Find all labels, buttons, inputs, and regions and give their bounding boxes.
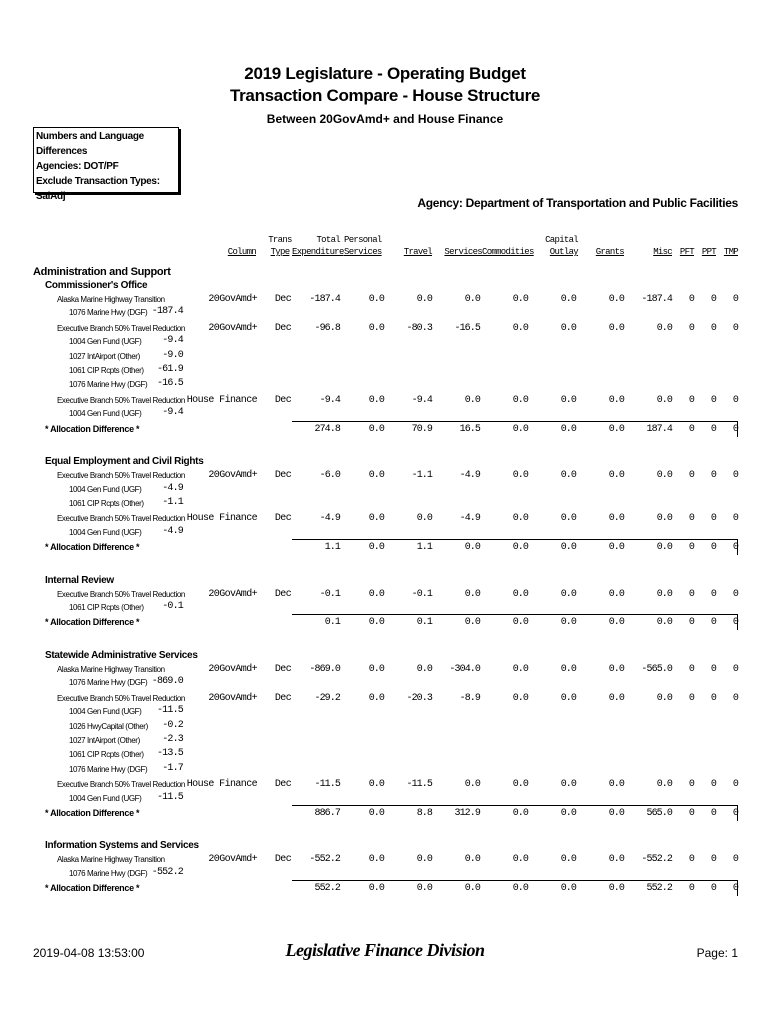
fund-source: 1076 Marine Hwy (DGF)	[69, 380, 148, 390]
value-cell: 0	[732, 513, 738, 525]
col-header-pft: PFT	[679, 247, 694, 257]
value-cell: 0.0	[656, 779, 672, 791]
col-header-ppt: PPT	[701, 247, 716, 257]
value-cell: 0.0	[368, 779, 384, 791]
col-header-misc: Misc	[653, 247, 672, 257]
filter-box	[33, 127, 179, 202]
allocation-value-cell: 0.0	[368, 542, 384, 554]
transaction-item: Executive Branch 50% Travel Reduction	[57, 514, 185, 524]
transaction-item: Executive Branch 50% Travel Reduction	[57, 693, 185, 703]
subsection-heading: Information Systems and Services	[45, 840, 199, 852]
allocation-value-cell: 187.4	[646, 423, 672, 435]
value-cell: -0.1	[411, 588, 432, 600]
allocation-value-cell: 0.0	[368, 883, 384, 895]
allocation-value-cell: 0.0	[560, 423, 576, 435]
division-signature: Legislative Finance Division	[285, 940, 485, 960]
filter-line: Agencies: DOT/PF	[36, 161, 119, 172]
allocation-value-cell: 1.1	[416, 542, 432, 554]
trans-type: Dec	[274, 663, 292, 675]
allocation-value-cell: 0	[732, 807, 738, 819]
value-cell: 0	[732, 692, 738, 704]
fund-amount: -0.2	[162, 719, 183, 731]
value-cell: 0	[688, 470, 694, 482]
value-cell: 0.0	[656, 692, 672, 704]
allocation-value-cell: 0.1	[324, 617, 340, 629]
fund-amount: -4.9	[162, 525, 183, 537]
column-source: House Finance	[186, 779, 257, 791]
transaction-item: Alaska Marine Highway Transition	[57, 664, 165, 674]
value-cell: 0	[732, 779, 738, 791]
allocation-rule	[292, 539, 738, 540]
col-header-trans-type: Trans Type	[268, 235, 292, 257]
value-cell: 0	[710, 588, 716, 600]
value-cell: 0.0	[608, 779, 624, 791]
value-cell: 0	[688, 663, 694, 675]
fund-amount: -552.2	[151, 866, 183, 878]
allocation-value-cell: 0.0	[512, 807, 528, 819]
value-cell: 0	[710, 294, 716, 305]
fund-source: 1004 Gen Fund (UGF)	[69, 707, 142, 717]
allocation-value-cell: 0.0	[368, 807, 384, 819]
subsection-heading: Commissioner's Office	[45, 280, 148, 291]
fund-source: 1061 CIP Rcpts (Other)	[69, 750, 144, 760]
fund-amount: -869.0	[151, 676, 183, 688]
fund-source: 1061 CIP Rcpts (Other)	[69, 498, 144, 508]
allocation-value-cell: 0	[688, 883, 694, 895]
value-cell: 0.0	[512, 394, 528, 406]
allocation-value-cell: 0	[732, 542, 738, 554]
allocation-value-cell: 0.0	[560, 617, 576, 629]
allocation-value-cell: 0.0	[608, 423, 624, 435]
fund-amount: -9.0	[162, 349, 183, 361]
fund-amount: -11.5	[156, 705, 183, 717]
allocation-value-cell: 0	[688, 423, 694, 435]
value-cell: 0	[710, 663, 716, 675]
allocation-value-cell: 0.0	[560, 883, 576, 895]
value-cell: 0.0	[368, 513, 384, 525]
value-cell: 0	[732, 663, 738, 675]
value-cell: 0.0	[368, 663, 384, 675]
value-cell: 0.0	[512, 322, 528, 334]
fund-amount: -1.7	[162, 762, 183, 774]
trans-type: Dec	[274, 513, 292, 525]
allocation-value-cell: 0.0	[560, 807, 576, 819]
column-source: 20GovAmd+	[208, 588, 257, 600]
value-cell: 0.0	[608, 322, 624, 334]
value-cell: 0.0	[656, 470, 672, 482]
value-cell: -187.4	[309, 294, 340, 305]
column-source: House Finance	[186, 394, 257, 406]
value-cell: 0.0	[464, 854, 480, 866]
fund-amount: -61.9	[156, 364, 183, 375]
value-cell: -6.0	[319, 470, 340, 482]
value-cell: -869.0	[309, 663, 340, 675]
col-header-capital: Capital Outlay	[545, 235, 578, 257]
value-cell: 0.0	[512, 513, 528, 525]
fund-source: 1061 CIP Rcpts (Other)	[69, 366, 144, 375]
allocation-value-cell: 16.5	[459, 423, 480, 435]
trans-type: Dec	[274, 854, 292, 866]
value-cell: 0	[688, 294, 694, 305]
value-cell: 0.0	[512, 854, 528, 866]
allocation-difference-label: * Allocation Difference *	[45, 617, 140, 628]
allocation-value-cell: 0.1	[416, 617, 432, 629]
value-cell: 0	[710, 692, 716, 704]
allocation-value-cell: 0	[710, 807, 716, 819]
value-cell: 0	[688, 692, 694, 704]
value-cell: 0.0	[464, 294, 480, 305]
subsection-heading: Statewide Administrative Services	[45, 649, 198, 661]
allocation-value-cell: 0.0	[464, 542, 480, 554]
allocation-difference-label: * Allocation Difference *	[45, 883, 140, 894]
allocation-value-cell: 0	[688, 807, 694, 819]
trans-type: Dec	[274, 394, 292, 406]
allocation-rule	[292, 805, 738, 806]
value-cell: 0.0	[656, 394, 672, 406]
subsection-heading: Equal Employment and Civil Rights	[45, 456, 204, 468]
allocation-value-cell: 312.9	[454, 807, 480, 819]
value-cell: 0	[710, 470, 716, 482]
value-cell: 0.0	[560, 854, 576, 866]
value-cell: 0.0	[608, 663, 624, 675]
value-cell: 0.0	[608, 513, 624, 525]
value-cell: 0	[710, 513, 716, 525]
value-cell: -552.2	[641, 854, 672, 866]
allocation-value-cell: 0.0	[608, 617, 624, 629]
value-cell: -4.9	[319, 513, 340, 525]
value-cell: 0	[688, 322, 694, 334]
value-cell: 0.0	[512, 779, 528, 791]
value-cell: 0.0	[608, 394, 624, 406]
value-cell: -4.9	[459, 513, 480, 525]
allocation-difference-label: * Allocation Difference *	[45, 423, 140, 434]
allocation-value-cell: 0.0	[464, 883, 480, 895]
transaction-item: Executive Branch 50% Travel Reduction	[57, 323, 185, 333]
allocation-value-cell: 0.0	[656, 542, 672, 554]
allocation-value-cell: 0	[710, 617, 716, 629]
fund-source: 1076 Marine Hwy (DGF)	[69, 764, 148, 774]
fund-amount: -1.1	[162, 496, 183, 508]
value-cell: -565.0	[641, 663, 672, 675]
fund-source: 1004 Gen Fund (UGF)	[69, 337, 142, 347]
fund-source: 1061 CIP Rcpts (Other)	[69, 603, 144, 612]
allocation-rule	[292, 614, 738, 615]
allocation-value-cell: 0.0	[608, 883, 624, 895]
fund-amount: -13.5	[156, 748, 183, 760]
transaction-item: Executive Branch 50% Travel Reduction	[57, 780, 185, 790]
allocation-value-cell: 0.0	[512, 542, 528, 554]
allocation-value-cell: 0.0	[656, 617, 672, 629]
value-cell: 0.0	[608, 470, 624, 482]
fund-amount: -16.5	[156, 378, 183, 390]
value-cell: -80.3	[406, 322, 432, 334]
value-cell: 0.0	[368, 394, 384, 406]
fund-source: 1004 Gen Fund (UGF)	[69, 527, 142, 537]
allocation-rule	[292, 880, 738, 881]
allocation-value-cell: 0	[710, 883, 716, 895]
allocation-value-cell: 886.7	[314, 807, 340, 819]
allocation-value-cell: 565.0	[646, 807, 672, 819]
value-cell: 0.0	[368, 588, 384, 600]
value-cell: 0.0	[416, 294, 432, 305]
allocation-value-cell: 0	[688, 617, 694, 629]
column-source: 20GovAmd+	[208, 294, 257, 305]
allocation-value-cell: 0	[732, 883, 738, 895]
fund-amount: -9.4	[162, 407, 183, 419]
fund-source: 1027 IntAirport (Other)	[69, 351, 140, 361]
value-cell: 0.0	[656, 513, 672, 525]
report-title-line2: Transaction Compare - House Structure	[229, 86, 541, 105]
trans-type: Dec	[274, 588, 292, 600]
fund-source: 1004 Gen Fund (UGF)	[69, 484, 142, 494]
value-cell: -29.2	[314, 692, 340, 704]
trans-type: Dec	[274, 779, 292, 791]
column-source: 20GovAmd+	[208, 322, 257, 334]
value-cell: -11.5	[314, 779, 340, 791]
value-cell: 0.0	[368, 294, 384, 305]
transaction-item: Executive Branch 50% Travel Reduction	[57, 471, 185, 481]
value-cell: -304.0	[449, 663, 480, 675]
value-cell: 0	[732, 854, 738, 866]
value-cell: 0.0	[416, 663, 432, 675]
allocation-value-cell: 8.8	[416, 807, 432, 819]
value-cell: -11.5	[406, 779, 432, 791]
value-cell: 0.0	[560, 588, 576, 600]
value-cell: 0	[732, 588, 738, 600]
allocation-value-cell: 0	[732, 617, 738, 629]
allocation-value-cell: 0.0	[464, 617, 480, 629]
allocation-value-cell: 0.0	[416, 883, 432, 895]
value-cell: 0.0	[560, 779, 576, 791]
value-cell: 0.0	[608, 294, 624, 305]
trans-type: Dec	[274, 692, 292, 704]
filter-line: Differences	[36, 146, 88, 157]
value-cell: -9.4	[319, 394, 340, 406]
value-cell: 0	[688, 779, 694, 791]
value-cell: 0.0	[512, 294, 528, 305]
value-cell: 0.0	[464, 779, 480, 791]
col-header-personal: Personal Services	[344, 235, 382, 257]
value-cell: 0.0	[512, 663, 528, 675]
allocation-value-cell: 70.9	[411, 423, 432, 435]
allocation-rule	[292, 421, 738, 422]
allocation-value-cell: 0.0	[608, 542, 624, 554]
allocation-value-cell: 552.2	[646, 883, 672, 895]
allocation-value-cell: 0	[732, 423, 738, 435]
value-cell: 0.0	[560, 394, 576, 406]
value-cell: 0.0	[512, 692, 528, 704]
filter-line: Numbers and Language	[36, 131, 144, 142]
value-cell: 0.0	[608, 854, 624, 866]
value-cell: -9.4	[411, 394, 432, 406]
col-header-tmp: TMP	[723, 247, 738, 257]
value-cell: 0	[688, 513, 694, 525]
transaction-item: Alaska Marine Highway Transition	[57, 295, 165, 304]
fund-source: 1076 Marine Hwy (DGF)	[69, 678, 148, 688]
value-cell: 0.0	[560, 322, 576, 334]
value-cell: -1.1	[411, 470, 432, 482]
transaction-item: Executive Branch 50% Travel Reduction	[57, 395, 185, 405]
value-cell: 0.0	[464, 588, 480, 600]
page-number: Page: 1	[696, 946, 738, 960]
value-cell: 0.0	[560, 692, 576, 704]
value-cell: 0	[710, 779, 716, 791]
fund-amount: -4.9	[162, 482, 183, 494]
value-cell: 0	[732, 394, 738, 406]
value-cell: -187.4	[641, 294, 672, 305]
subsection-heading: Internal Review	[45, 574, 114, 586]
value-cell: 0.0	[560, 663, 576, 675]
column-source: 20GovAmd+	[208, 663, 257, 675]
value-cell: 0	[732, 294, 738, 305]
col-header-services: Services	[444, 247, 482, 257]
report-subtitle: Between 20GovAmd+ and House Finance	[266, 112, 504, 126]
value-cell: 0.0	[560, 470, 576, 482]
fund-source: 1027 IntAirport (Other)	[69, 735, 140, 745]
trans-type: Dec	[274, 470, 292, 482]
allocation-value-cell: 274.8	[314, 423, 340, 435]
col-header-total: Total Expenditure	[292, 235, 344, 257]
value-cell: 0.0	[512, 588, 528, 600]
column-source: 20GovAmd+	[208, 692, 257, 704]
value-cell: -16.5	[454, 322, 480, 334]
column-source: 20GovAmd+	[208, 854, 257, 866]
allocation-value-cell: 0.0	[512, 423, 528, 435]
value-cell: 0.0	[464, 394, 480, 406]
trans-type: Dec	[274, 294, 292, 305]
fund-amount: -11.5	[156, 791, 183, 803]
allocation-value-cell: 0.0	[368, 617, 384, 629]
column-source: 20GovAmd+	[208, 470, 257, 482]
value-cell: 0.0	[368, 692, 384, 704]
col-header-grants: Grants	[595, 247, 624, 257]
col-header-column: Column	[227, 247, 256, 257]
value-cell: 0	[688, 588, 694, 600]
value-cell: 0	[732, 322, 738, 334]
value-cell: -552.2	[309, 854, 340, 866]
value-cell: 0.0	[416, 513, 432, 525]
allocation-difference-label: * Allocation Difference *	[45, 807, 140, 818]
trans-type: Dec	[274, 322, 292, 334]
value-cell: 0.0	[608, 588, 624, 600]
filter-line: Exclude Transaction Types: SalAdj	[36, 176, 160, 202]
value-cell: 0	[710, 394, 716, 406]
value-cell: 0	[688, 854, 694, 866]
value-cell: 0	[732, 470, 738, 482]
value-cell: 0.0	[656, 322, 672, 334]
column-source: House Finance	[186, 513, 257, 525]
allocation-value-cell: 0	[710, 542, 716, 554]
value-cell: -8.9	[459, 692, 480, 704]
fund-amount: -0.1	[162, 601, 183, 612]
transaction-item: Executive Branch 50% Travel Reduction	[57, 589, 185, 599]
allocation-value-cell: 0.0	[512, 883, 528, 895]
fund-source: 1076 Marine Hwy (DGF)	[69, 308, 148, 318]
value-cell: 0.0	[416, 854, 432, 866]
value-cell: 0.0	[560, 513, 576, 525]
allocation-difference-label: * Allocation Difference *	[45, 542, 140, 553]
report-timestamp: 2019-04-08 13:53:00	[33, 946, 145, 960]
agency-label: Agency: Department of Transportation and Public Facilities	[417, 196, 738, 210]
value-cell: 0.0	[368, 854, 384, 866]
fund-source: 1004 Gen Fund (UGF)	[69, 409, 142, 419]
fund-source: 1076 Marine Hwy (DGF)	[69, 868, 148, 878]
col-header-commodities: Commodities	[482, 247, 534, 257]
section-heading: Administration and Support	[33, 266, 171, 278]
allocation-value-cell: 0.0	[608, 807, 624, 819]
value-cell: -96.8	[314, 322, 340, 334]
fund-amount: -9.4	[162, 335, 183, 347]
value-cell: -20.3	[406, 692, 432, 704]
value-cell: 0.0	[656, 588, 672, 600]
transaction-item: Alaska Marine Highway Transition	[57, 855, 165, 865]
fund-amount: -2.3	[162, 733, 183, 745]
col-header-travel: Travel	[403, 247, 432, 257]
allocation-value-cell: 552.2	[314, 883, 340, 895]
allocation-value-cell: 0.0	[368, 423, 384, 435]
value-cell: 0.0	[560, 294, 576, 305]
allocation-value-cell: 0.0	[512, 617, 528, 629]
fund-source: 1004 Gen Fund (UGF)	[69, 793, 142, 803]
fund-source: 1026 HwyCapital (Other)	[69, 721, 148, 731]
value-cell: 0	[710, 854, 716, 866]
value-cell: 0.0	[368, 470, 384, 482]
allocation-value-cell: 0.0	[560, 542, 576, 554]
report-title-line1: 2019 Legislature - Operating Budget	[244, 64, 526, 83]
value-cell: 0.0	[512, 470, 528, 482]
value-cell: 0.0	[368, 322, 384, 334]
value-cell: 0	[688, 394, 694, 406]
value-cell: -0.1	[319, 588, 340, 600]
allocation-value-cell: 0	[710, 423, 716, 435]
value-cell: -4.9	[459, 470, 480, 482]
value-cell: 0.0	[608, 692, 624, 704]
value-cell: 0	[710, 322, 716, 334]
allocation-value-cell: 1.1	[324, 542, 340, 554]
fund-amount: -187.4	[151, 306, 183, 318]
allocation-value-cell: 0	[688, 542, 694, 554]
